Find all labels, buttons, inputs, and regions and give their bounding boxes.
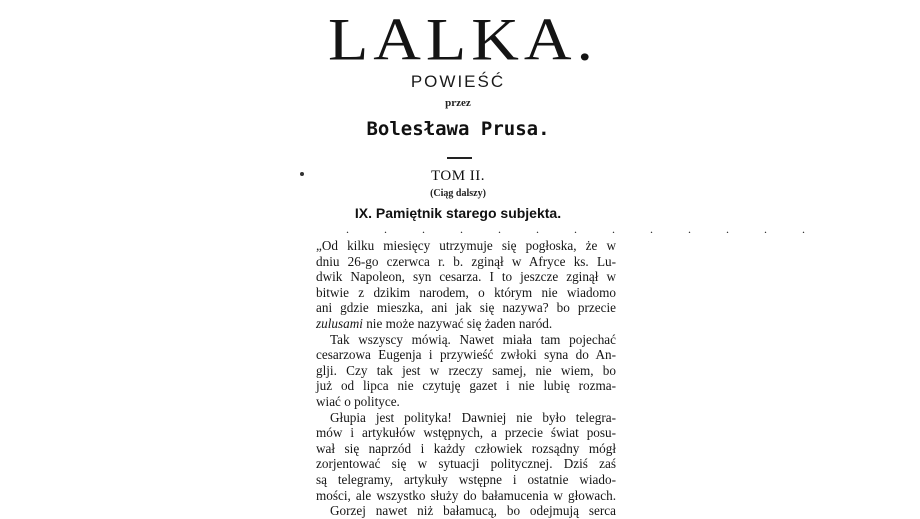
body-line: zorjentować się w sytuacji politycznej. Dziś zaś — [316, 456, 616, 472]
chapter-heading: IX. Pamiętnik starego subjekta. — [354, 205, 562, 221]
volume-label: TOM II. — [430, 168, 486, 184]
body-line: mości, ale wszystko służy do bałamucenia w głowach. — [316, 487, 616, 503]
body-line: wiać o polityce. — [316, 393, 400, 409]
separator-dots: . . . . . . . . . . . . . — [346, 222, 821, 236]
body-line: już od lipca nie czytuję gazet i nie lubię rozma- — [316, 378, 616, 394]
body-line: są telegramy, artykuły wstępne i ostatnie wiado- — [316, 471, 616, 487]
newspaper-page — [300, 0, 821, 519]
article-body — [316, 238, 616, 519]
by-word: przez — [445, 97, 471, 109]
body-line: dniu 26-go czerwca r. b. zginął w Afryce ks. Lu- — [316, 253, 616, 269]
body-line: glji. Czy tak jest w rzeczy samej, nie wiem, bo — [316, 362, 616, 378]
genre-subtitle: POWIEŚĆ — [410, 72, 506, 91]
body-line: Gorzej nawet niż bałamucą, bo odejmują serca — [330, 503, 616, 519]
body-line: Tak wszyscy mówią. Nawet miała tam pojechać — [330, 331, 616, 347]
body-line: zulusami nie może nazywać się żaden naród. — [316, 315, 553, 331]
body-line: mów i artykułów wstępnych, a przecie świat posu- — [316, 425, 616, 441]
body-line: „Od kilku miesięcy utrzymuje się pogłoska, że w — [316, 238, 616, 253]
author-name: Bolesława Prusa. — [366, 118, 550, 140]
divider-rule — [447, 157, 472, 159]
body-line: dwik Napoleon, syn cesarza. I to jeszcze zginął w — [316, 269, 616, 285]
continued-label: (Ciąg dalszy) — [430, 188, 486, 199]
body-line: Głupia jest polityka! Dawniej nie było telegra- — [330, 409, 616, 425]
body-line: ani gdzie mieszka, ani jak się nazywa? bo przecie — [316, 300, 616, 316]
body-line: wał się naprzód i każdy człowiek rozsądny mógł — [316, 440, 616, 456]
book-title: LALKA. — [327, 5, 599, 74]
body-line: bitwie z dzikim narodem, o którym nie wiadomo — [316, 284, 616, 300]
body-line: cesarzowa Eugenja i przywieść zwłoki syna do An- — [316, 347, 616, 363]
